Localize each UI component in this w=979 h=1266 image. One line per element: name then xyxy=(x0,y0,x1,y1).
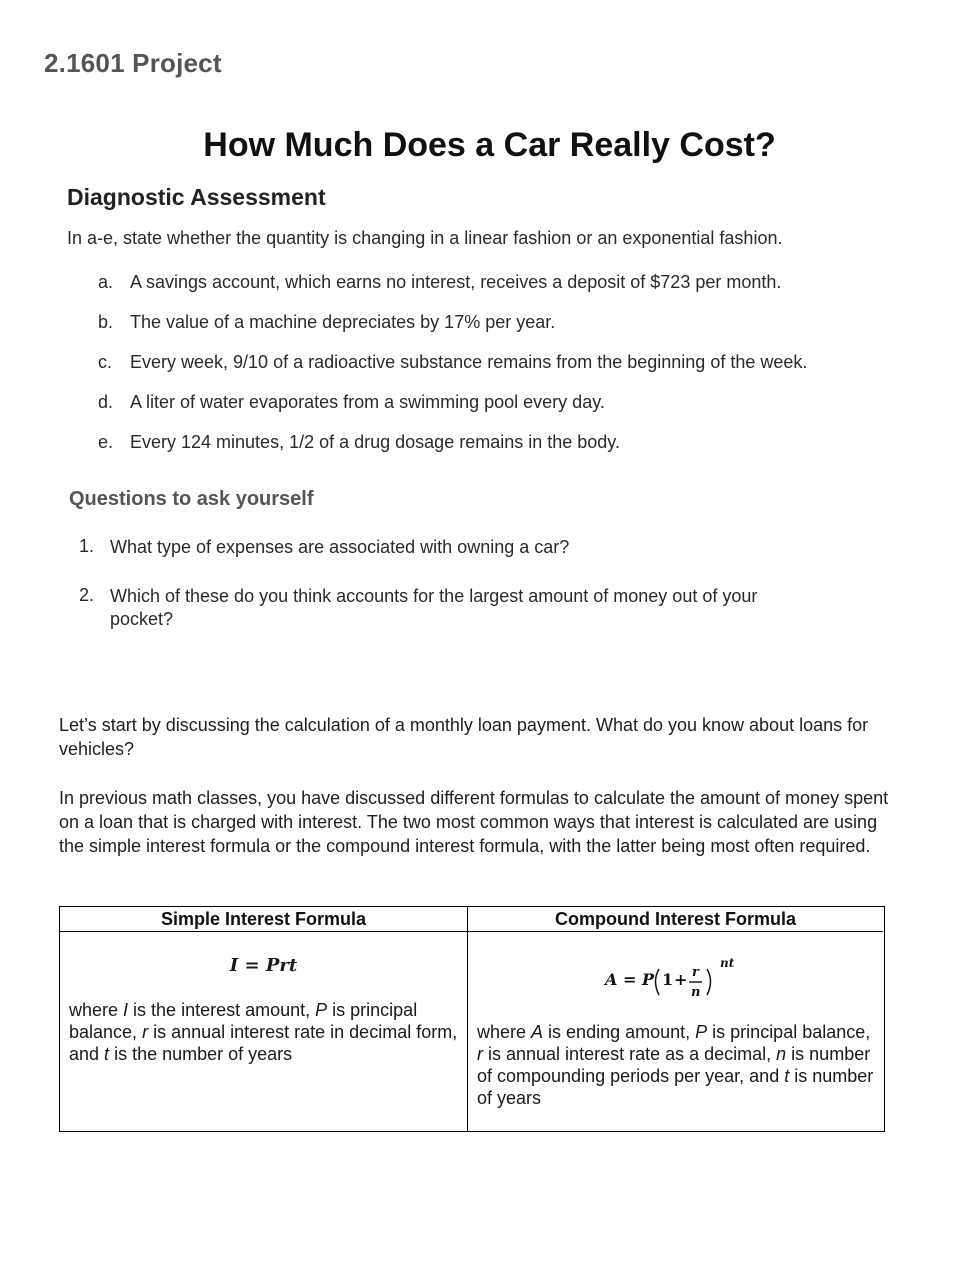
formula-one: 1 xyxy=(662,970,674,989)
formula-equals: = xyxy=(238,955,266,976)
formula-var-a: A xyxy=(605,970,618,989)
formula-var-p: P xyxy=(642,970,655,989)
diagnostic-instructions: In a-e, state whether the quantity is changing in a linear fashion or an exponential fashion. xyxy=(67,228,783,248)
right-paren xyxy=(707,969,711,995)
list-marker: c. xyxy=(98,352,113,372)
variable-symbol: t xyxy=(784,1066,790,1086)
compound-interest-formula xyxy=(603,949,763,1009)
left-paren xyxy=(656,969,660,995)
project-label: 2.1601 Project xyxy=(44,48,222,78)
formula-var-r: r xyxy=(692,965,699,980)
variable-symbol: n xyxy=(776,1044,787,1064)
list-item-text: Every 124 minutes, 1/2 of a drug dosage remains in the body. xyxy=(130,432,620,452)
list-item xyxy=(98,432,807,472)
list-item-text: The value of a machine depreciates by 17% per year. xyxy=(130,312,556,332)
variable-symbol: r xyxy=(142,1022,149,1042)
description-text: is the number of years xyxy=(109,1044,293,1064)
list-marker: 1. xyxy=(79,536,95,556)
formula-equals: = xyxy=(623,970,637,989)
formula-var-n: n xyxy=(691,985,701,1000)
list-marker: d. xyxy=(98,392,114,412)
variable-symbol: A xyxy=(531,1022,544,1042)
list-item xyxy=(79,536,820,559)
list-marker: 2. xyxy=(79,585,95,605)
simple-interest-description xyxy=(69,999,464,1065)
diagnostic-heading: Diagnostic Assessment xyxy=(67,184,326,210)
variable-symbol: t xyxy=(104,1044,110,1064)
list-item-text: A liter of water evaporates from a swimming pool every day. xyxy=(130,392,605,412)
list-item-text: Every week, 9/10 of a radioactive substance remains from the beginning of the week. xyxy=(130,352,808,372)
description-text: where xyxy=(477,1022,532,1042)
diagnostic-list xyxy=(98,272,807,472)
variable-symbol: I xyxy=(123,1000,129,1020)
compound-interest-description xyxy=(477,1021,877,1109)
list-item-text: Which of these do you think accounts for the largest amount of money out of your pocket? xyxy=(110,586,758,629)
questions-list xyxy=(79,536,820,657)
simple-interest-formula xyxy=(60,955,467,976)
formulas-paragraph: In previous math classes, you have discussed different formulas to calculate the amount of money spent on a loan that is charged with interest. The two most common ways that interest is calculated are using the simple interest formula or the compound interest formula, with the latter being most often required. xyxy=(59,788,889,856)
list-item xyxy=(79,585,820,631)
description-text: is number of years xyxy=(477,1066,874,1108)
compound-interest-column xyxy=(468,907,883,1131)
formula-plus: + xyxy=(674,970,688,989)
list-marker: a. xyxy=(98,272,114,292)
description-text: is principal balance, xyxy=(69,1000,418,1042)
variable-symbol: P xyxy=(695,1022,708,1042)
formula-rhs: Prt xyxy=(265,955,298,976)
description-text: is the interest amount, xyxy=(128,1000,316,1020)
simple-interest-header: Simple Interest Formula xyxy=(60,907,467,932)
list-item xyxy=(98,312,807,352)
description-text: is number of compounding periods per year, and xyxy=(477,1044,871,1086)
formula-exponent: nt xyxy=(720,956,735,970)
list-marker: b. xyxy=(98,312,114,332)
page-title: How Much Does a Car Really Cost? xyxy=(203,126,776,164)
list-marker: e. xyxy=(98,432,114,452)
questions-heading: Questions to ask yourself xyxy=(69,488,314,510)
description-text: is annual interest rate in decimal form, and xyxy=(69,1022,458,1064)
compound-interest-header: Compound Interest Formula xyxy=(468,907,883,932)
list-item xyxy=(98,392,807,432)
description-text: is annual interest rate as a decimal, xyxy=(483,1044,777,1064)
variable-symbol: r xyxy=(477,1044,483,1064)
simple-interest-column xyxy=(60,907,468,1131)
intro-paragraph: Let’s start by discussing the calculation of a monthly loan payment. What do you know about loans for vehicles? xyxy=(59,715,869,759)
list-item-text: What type of expenses are associated with owning a car? xyxy=(110,537,570,557)
list-item xyxy=(98,272,807,312)
variable-symbol: P xyxy=(315,1000,328,1020)
list-item xyxy=(98,352,807,392)
formula-lhs: I xyxy=(229,955,239,976)
description-text: is principal balance, xyxy=(707,1022,871,1042)
description-text: where xyxy=(69,1000,124,1020)
description-text: is ending amount, xyxy=(543,1022,696,1042)
list-item-text: A savings account, which earns no interest, receives a deposit of $723 per month. xyxy=(130,272,782,292)
formula-table xyxy=(59,906,885,1132)
